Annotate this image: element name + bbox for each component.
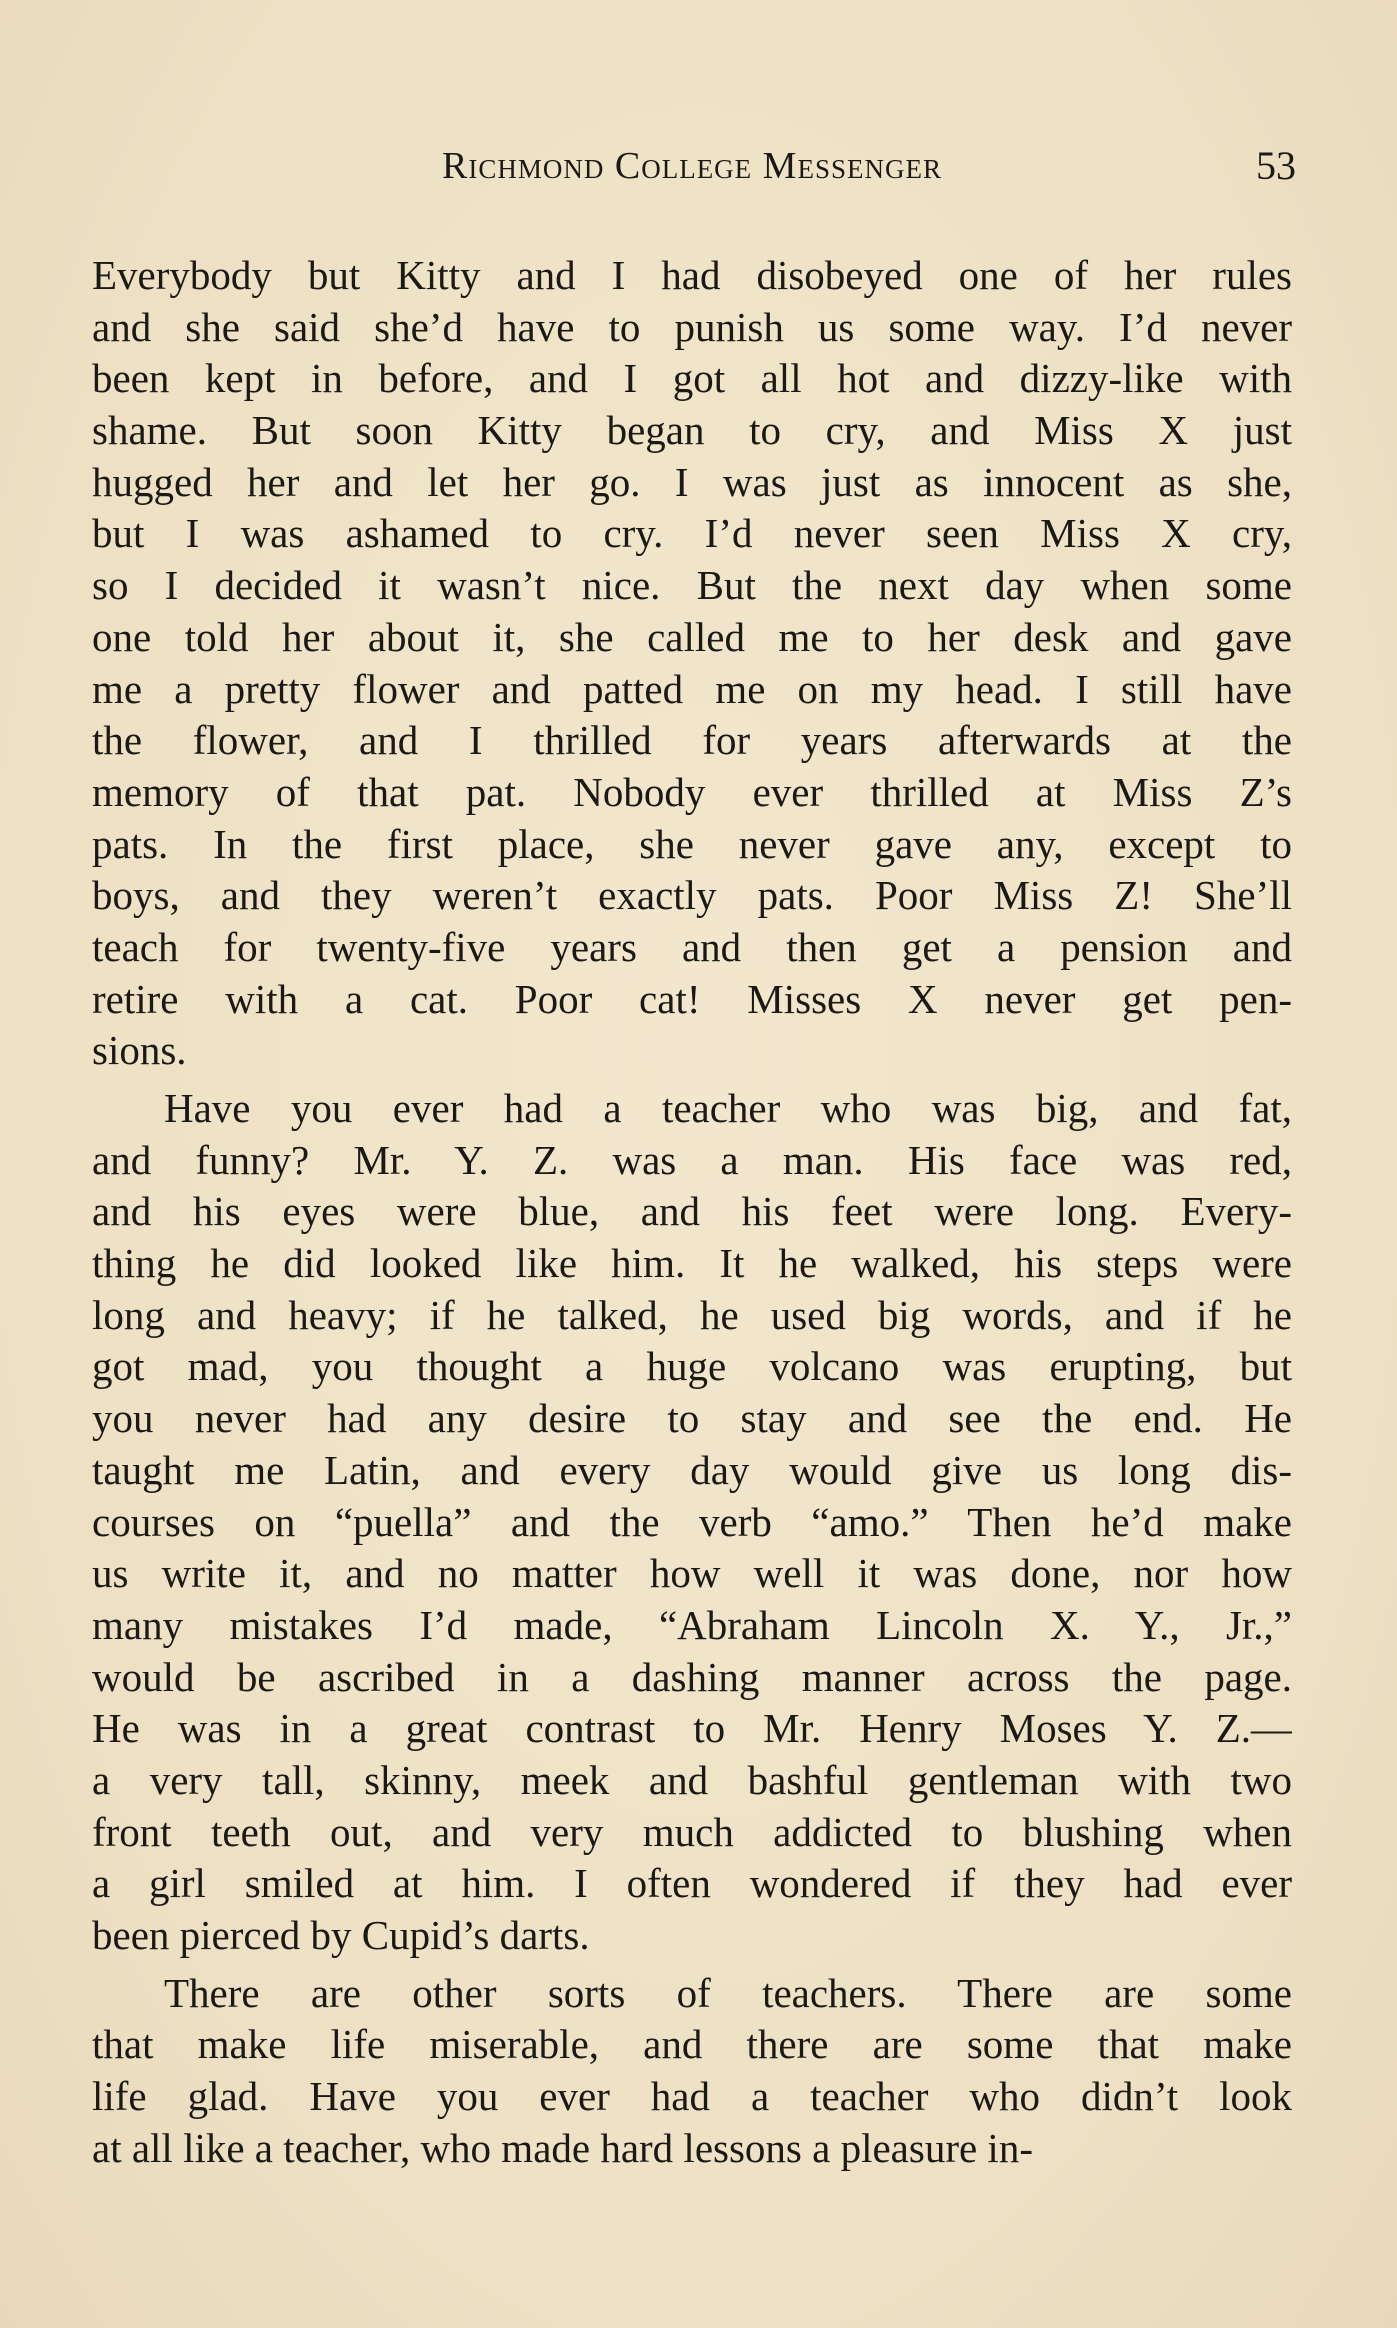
paragraph [92, 250, 1292, 1077]
text-line: got mad, you thought a huge volcano was erupting, but [92, 1343, 1292, 1390]
text-line: a very tall, skinny, meek and bashful gentleman with two [92, 1756, 1292, 1803]
text-line: courses on “puella” and the verb “amo.” Then he’d make [92, 1498, 1292, 1545]
text-line: retire with a cat. Poor cat! Misses X never get pen- [92, 975, 1292, 1022]
text-line: me a pretty flower and patted me on my head. I still have [92, 665, 1292, 712]
text-line: a girl smiled at him. I often wondered if they had ever [92, 1860, 1292, 1907]
text-line: you never had any desire to stay and see the end. He [92, 1395, 1292, 1442]
text-line: and his eyes were blue, and his feet were long. Every- [92, 1188, 1292, 1235]
text-line: us write it, and no matter how well it was done, nor how [92, 1550, 1292, 1597]
text-line: pats. In the first place, she never gave any, except to [92, 820, 1292, 867]
text-line: hugged her and let her go. I was just as innocent as she, [92, 458, 1292, 505]
text-line: one told her about it, she called me to her desk and gave [92, 613, 1292, 660]
text-line: but I was ashamed to cry. I’d never seen Miss X cry, [92, 510, 1292, 557]
page-number: 53 [1256, 143, 1296, 188]
paragraph [92, 1083, 1292, 1962]
text-line: memory of that pat. Nobody ever thrilled at Miss Z’s [92, 768, 1292, 815]
text-line: that make life miserable, and there are some that make [92, 2021, 1292, 2068]
text-line: He was in a great contrast to Mr. Henry Moses Y. Z.— [92, 1705, 1292, 1752]
text-line: There are other sorts of teachers. There are some [164, 1969, 1292, 2016]
text-line: front teeth out, and very much addicted to blushing when [92, 1808, 1292, 1855]
text-line: been kept in before, and I got all hot and dizzy-like with [92, 355, 1292, 402]
text-line: Everybody but Kitty and I had disobeyed one of her rules [92, 252, 1292, 298]
text-line: the flower, and I thrilled for years afterwards at the [92, 717, 1292, 764]
text-line: sions. [92, 1027, 187, 1074]
journal-title: Richmond College Messenger [442, 145, 942, 187]
paragraph [92, 1968, 1292, 2175]
text-line: at all like a teacher, who made hard lessons a pleasure in- [92, 2124, 1033, 2171]
running-head [92, 138, 1296, 194]
text-line: thing he did looked like him. It he walked, his steps were [92, 1240, 1292, 1287]
text-line: been pierced by Cupid’s darts. [92, 1912, 590, 1958]
text-line: boys, and they weren’t exactly pats. Poor Miss Z! She’ll [92, 872, 1292, 919]
text-line: would be ascribed in a dashing manner across the page. [92, 1653, 1292, 1700]
text-line: and she said she’d have to punish us some way. I’d never [92, 303, 1292, 350]
text-line: taught me Latin, and every day would give us long dis- [92, 1446, 1292, 1493]
text-line: many mistakes I’d made, “Abraham Lincoln X. Y., Jr.,” [92, 1601, 1292, 1648]
text-line: life glad. Have you ever had a teacher who didn’t look [92, 2073, 1292, 2120]
text-line: shame. But soon Kitty began to cry, and Miss X just [92, 407, 1292, 454]
text-line: and funny? Mr. Y. Z. was a man. His face was red, [92, 1136, 1292, 1183]
text-line: teach for twenty-five years and then get a pension and [92, 923, 1292, 970]
body-text [92, 250, 1292, 2174]
text-line: Have you ever had a teacher who was big, and fat, [164, 1085, 1292, 1131]
text-line: long and heavy; if he talked, he used big words, and if he [92, 1291, 1292, 1338]
text-line: so I decided it wasn’t nice. But the next day when some [92, 562, 1292, 609]
